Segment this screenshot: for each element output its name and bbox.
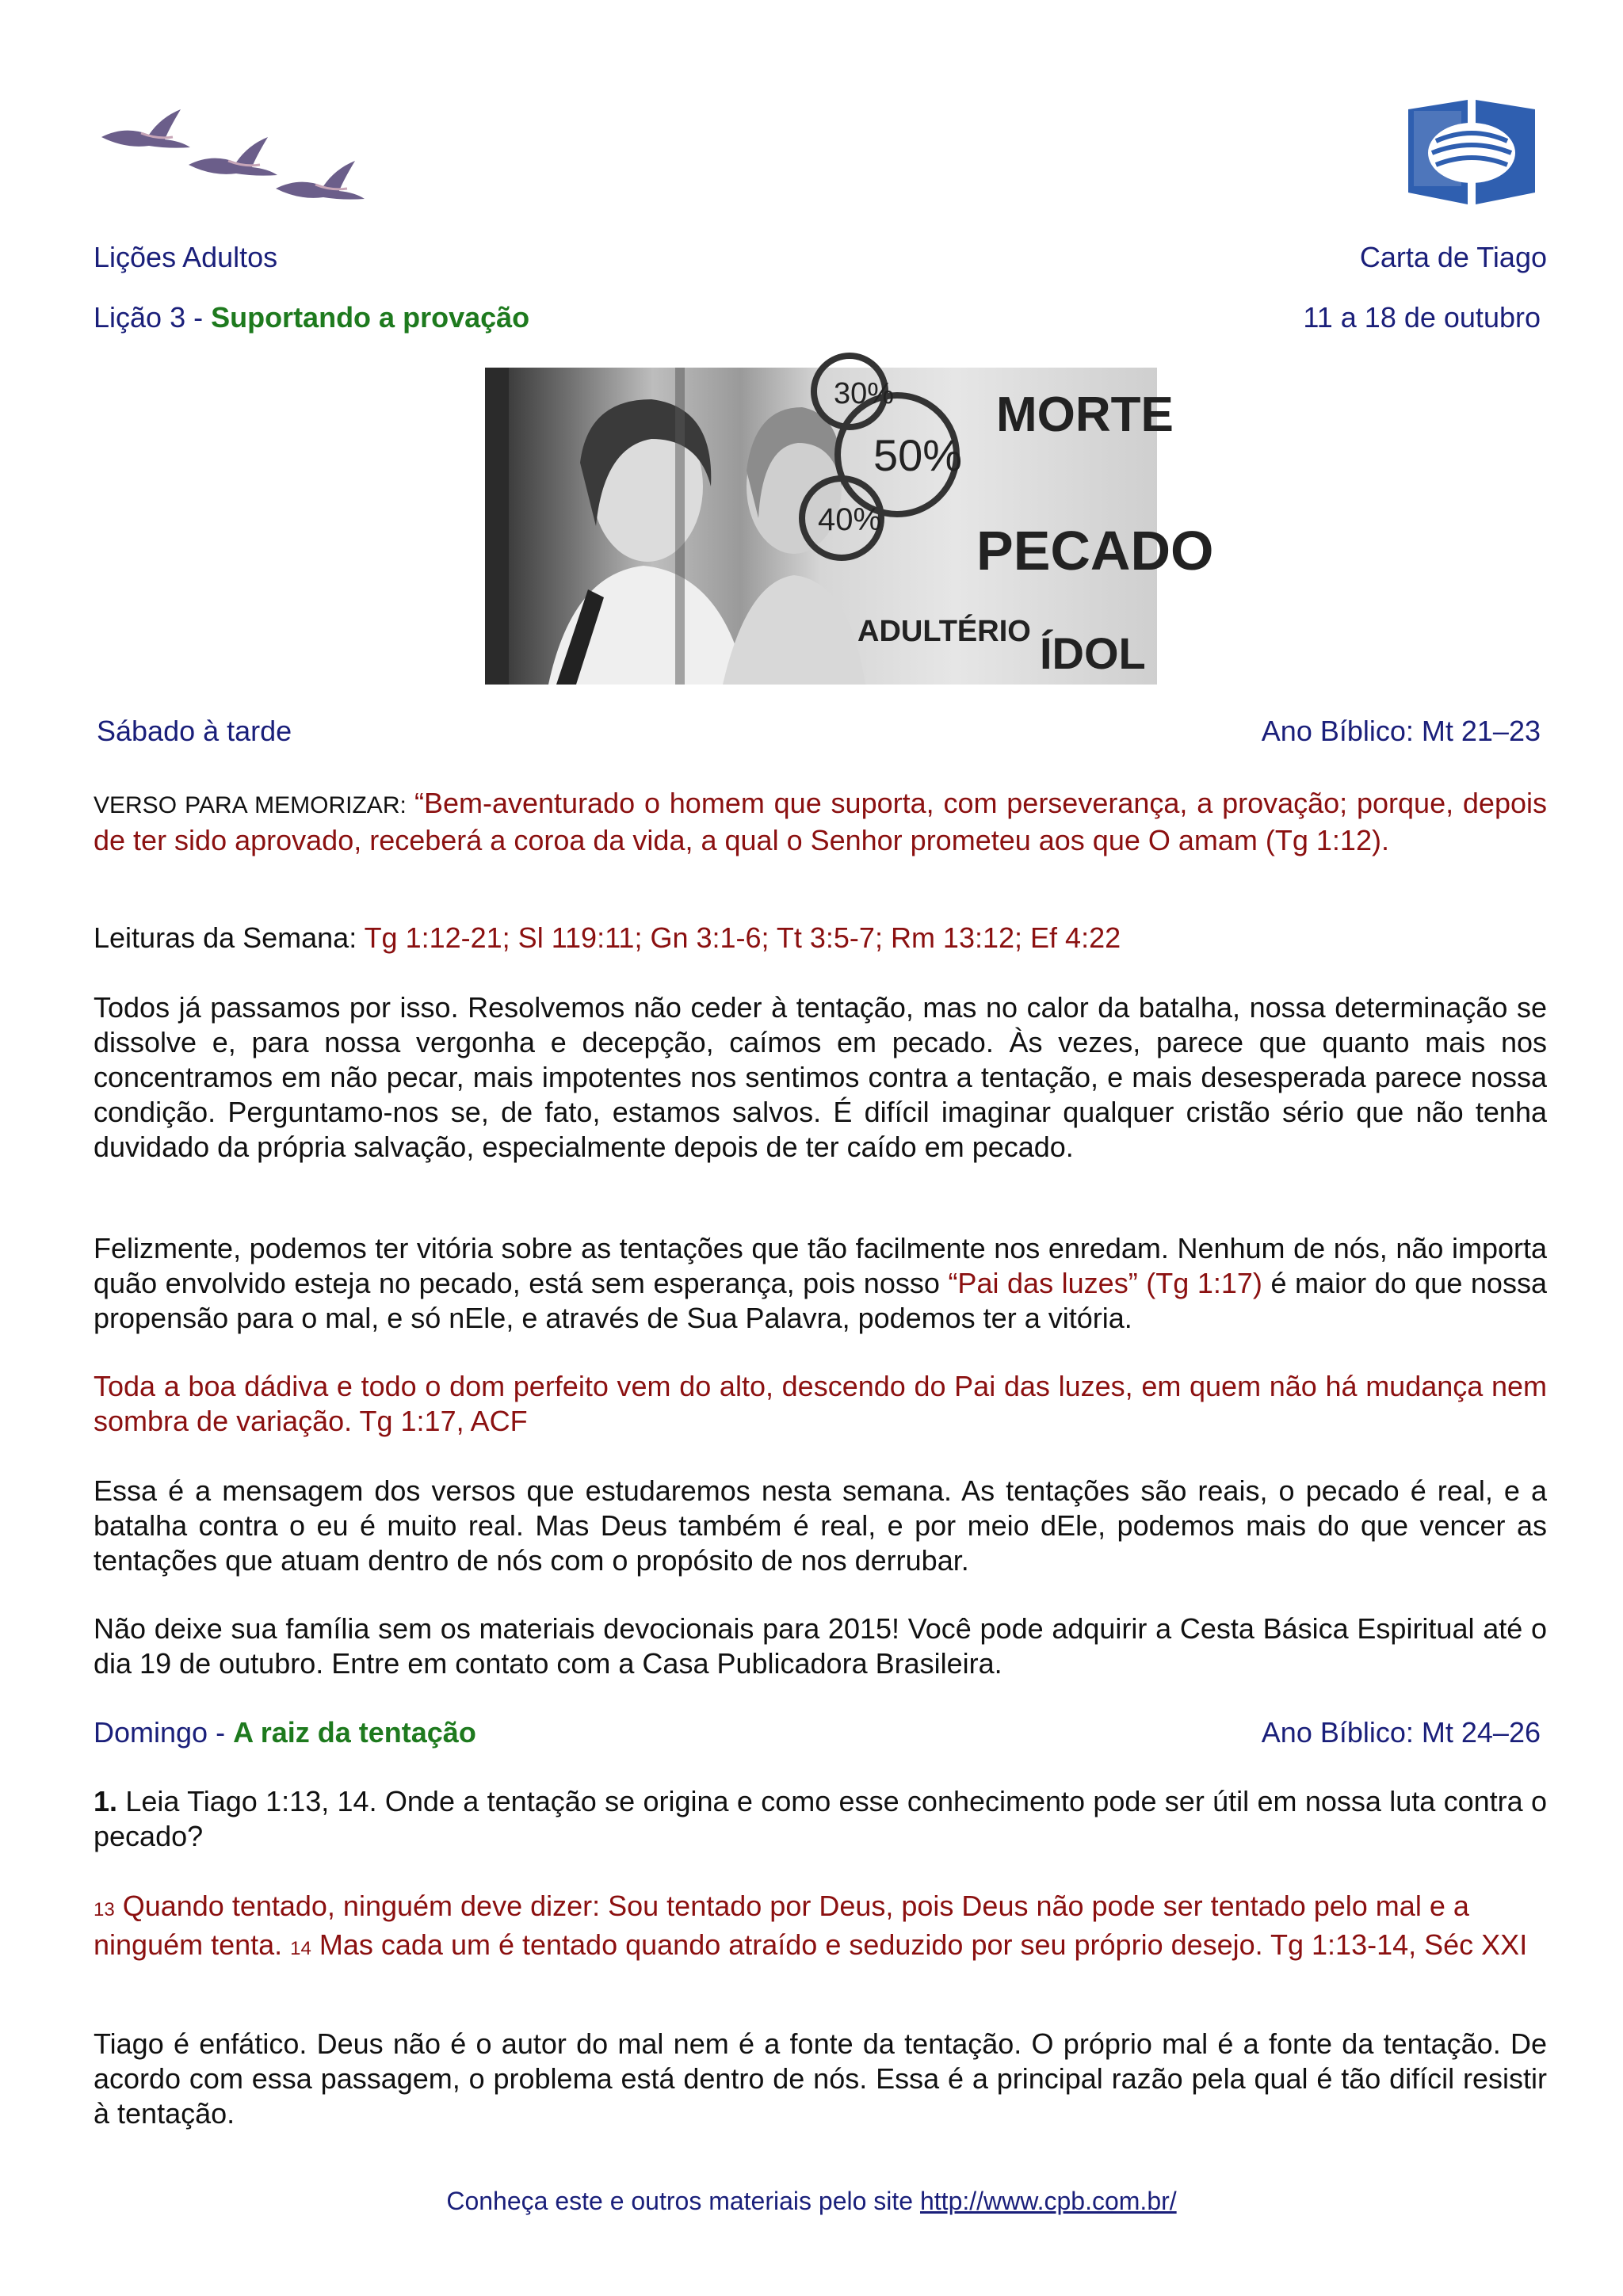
sign-percent: 50% <box>873 430 963 480</box>
sign-percent: 30% <box>834 377 895 410</box>
memory-verse-label: VERSO PARA MEMORIZAR: <box>94 792 414 818</box>
question-text: Leia Tiago 1:13, 14. Onde a tentação se origina e como esse conhecimento pode ser útil em nossa luta contra o pecado? <box>94 1785 1547 1852</box>
saturday-heading-row <box>94 715 1547 748</box>
footer <box>0 2187 1623 2216</box>
weekly-readings-label: Leituras da Semana: <box>94 921 365 954</box>
paragraph-text: é maior do que nossa propensão para o mal, e só nEle, e através de Sua Palavra, podemos ter a vitória. <box>94 1267 1547 1334</box>
lesson-title: Suportando a provação <box>211 301 530 334</box>
day-label: Domingo - <box>94 1716 234 1749</box>
lesson-heading <box>94 301 529 334</box>
sign-percent: 40% <box>818 502 882 537</box>
lesson-dates: 11 a 18 de outubro <box>1303 301 1541 334</box>
sign-word: MORTE <box>996 387 1174 442</box>
footer-text: Conheça este e outros materiais pelo site <box>446 2187 920 2215</box>
flying-birds-illustration <box>94 93 371 212</box>
footer-link[interactable]: http://www.cpb.com.br/ <box>919 2187 1177 2215</box>
sign-word: ÍDOL <box>1040 628 1146 678</box>
weekly-readings-refs: Tg 1:12-21; Sl 119:11; Gn 3:1-6; Tt 3:5-7; Rm 13:12; Ef 4:22 <box>364 921 1121 954</box>
paragraph-text: Felizmente, podemos ter vitória sobre as tentações que tão facilmente nos enredam. Nenhum de nós, não importa quão envolvido esteja no pecado, está sem esperança, pois nosso <box>94 1232 1547 1299</box>
verse-text: Quando tentado, ninguém deve dizer: Sou tentado por Deus, pois Deus não pode ser tentado pelo mal e a ninguém tenta. <box>94 1890 1469 1961</box>
day-heading <box>94 1716 476 1749</box>
scripture-reference: “Pai das luzes” (Tg 1:17) <box>948 1267 1262 1299</box>
bird-icon <box>276 161 365 200</box>
paragraph <box>94 1231 1547 1336</box>
scripture-quote: Toda a boa dádiva e todo o dom perfeito vem do alto, descendo do Pai das luzes, em quem não há mudança nem sombra de variação. Tg 1:17, ACF <box>94 1370 1547 1437</box>
scripture-passage <box>94 1889 1547 1966</box>
lesson-illustration <box>485 368 1214 685</box>
bird-icon <box>101 109 190 148</box>
announcement-paragraph: Não deixe sua família sem os materiais devocionais para 2015! Você pode adquirir a Cesta Básica Espiritual até o dia 19 de outubro. Entre em contato com a Casa Publicadora Brasileira. <box>94 1612 1547 1680</box>
series-label: Lições Adultos <box>94 241 278 273</box>
paragraph: Tiago é enfático. Deus não é o autor do mal nem é a fonte da tentação. O próprio mal é a fonte da tentação. De acordo com essa passagem, o problema está dentro de nós. Essa é a principal razão pela qual é tão difícil resistir à tentação. <box>94 2027 1547 2130</box>
sign-word: PECADO <box>976 520 1214 582</box>
day-title: A raiz da tentação <box>233 1716 476 1749</box>
memory-verse <box>94 786 1547 858</box>
sign-word: ADULTÉRIO <box>857 615 1031 648</box>
book-title: Carta de Tiago <box>1359 241 1547 273</box>
bible-year-reading: Ano Bíblico: Mt 24–26 <box>1261 1716 1541 1749</box>
weekly-readings <box>94 921 1547 955</box>
memory-verse-text: “Bem-aventurado o homem que suporta, com perseverança, a provação; porque, depois de ter sido aprovado, receberá a coroa da vida, a qual o Senhor prometeu aos que O amam (Tg 1:12). <box>94 787 1547 856</box>
header-row-lesson <box>94 301 1547 334</box>
question-number: 1. <box>94 1785 118 1817</box>
paragraph: Todos já passamos por isso. Resolvemos não ceder à tentação, mas no calor da batalha, nossa determinação se dissolve e, para nossa vergonha e decepção, caímos em pecado. Às vezes, parece que quanto mais nos concentramos em não pecar, mais impotentes nos sentimos contra a tentação, e mais desesperada parece nossa condição. Perguntamo-nos se, de fato, estamos salvos. É difícil imaginar qualquer cristão sério que não tenha duvidado da própria salvação, especialmente depois de ter caído em pecado. <box>94 991 1547 1163</box>
sunday-heading-row <box>94 1716 1547 1749</box>
publisher-logo <box>1404 93 1539 206</box>
bible-year-reading: Ano Bíblico: Mt 21–23 <box>1261 715 1541 747</box>
lesson-number: Lição 3 - <box>94 301 212 334</box>
bird-icon <box>189 137 277 176</box>
paragraph: Essa é a mensagem dos versos que estudaremos nesta semana. As tentações são reais, o pecado é real, e a batalha contra o eu é muito real. Mas Deus também é real, e por meio dEle, podemos mais do que vencer as tentações que atuam dentro de nós com o propósito de nos derrubar. <box>94 1474 1547 1577</box>
verse-number: 13 <box>94 1899 115 1920</box>
day-label: Sábado à tarde <box>97 715 292 747</box>
study-question <box>94 1784 1547 1854</box>
verse-text: Mas cada um é tentado quando atraído e seduzido por seu próprio desejo. Tg 1:13-14, Séc XXI <box>311 1928 1528 1961</box>
illustration-art <box>485 368 1214 685</box>
verse-number: 14 <box>290 1938 311 1959</box>
header-row-top <box>94 241 1547 274</box>
